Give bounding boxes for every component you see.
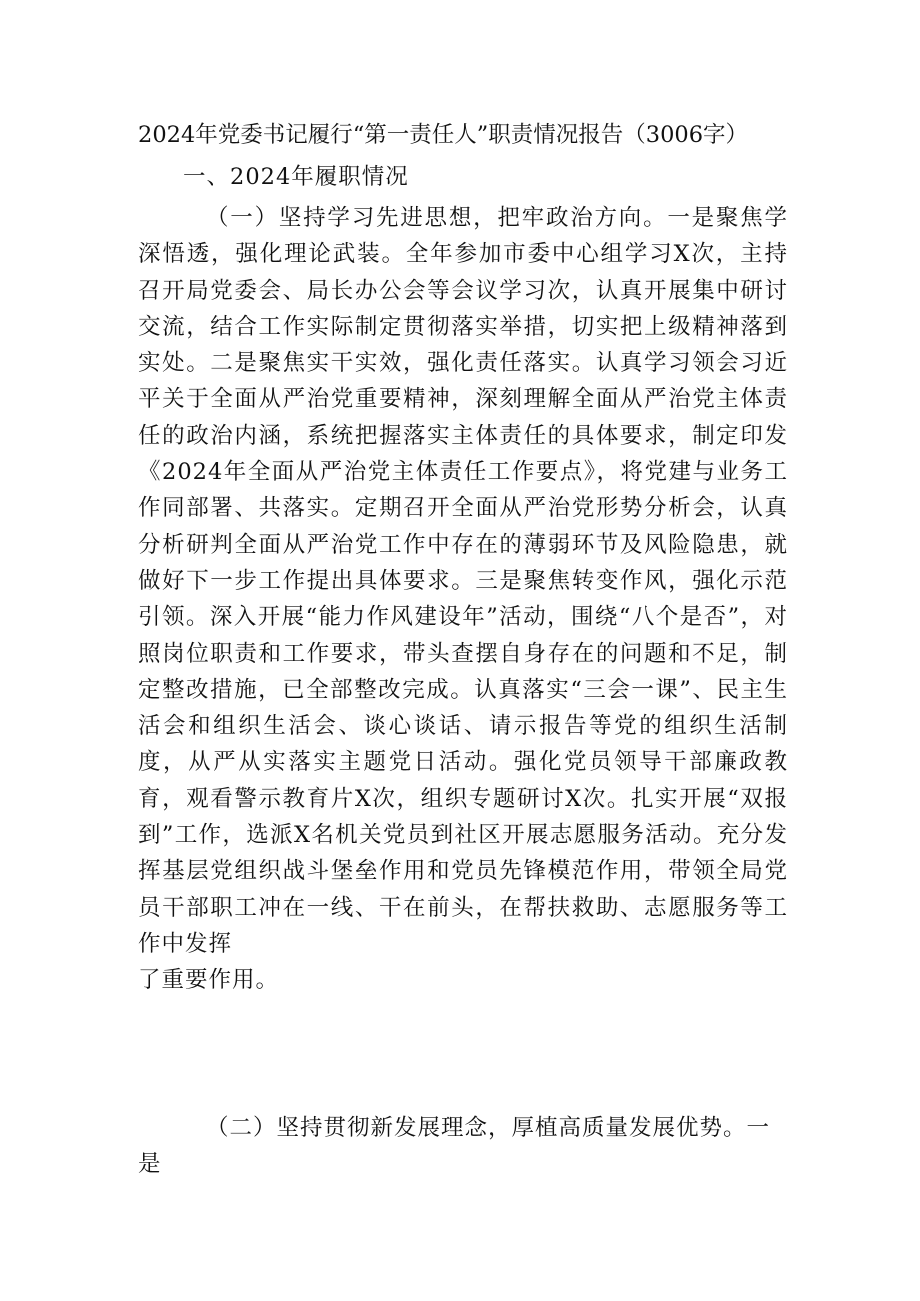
section-heading: 一、2024年履职情况	[183, 164, 409, 190]
document-title: 2024年党委书记履行“第一责任人”职责情况报告（3006字）	[138, 122, 749, 148]
paragraph-1	[138, 200, 788, 999]
paragraph-1-body: （一）坚持学习先进思想，把牢政治方向。一是聚焦学深悟透，强化理论武装。全年参加市委中心组学习X次，主持召开局党委会、局长办公会等会议学习次，认真开展集中研讨交流，结合工作实际制定贯彻落实举措，切实把上级精神落到实处。二是聚焦实干实效，强化责任落实。认真学习领会习近平关于全面从严治党重要精神，深刻理解全面从严治党主体责任的政治内涵，系统把握落实主体责任的具体要求，制定印发《2024年全面从严治党主体责任工作要点》，将党建与业务工作同部署、共落实。定期召开全面从严治党形势分析会，认真分析研判全面从严治党工作中存在的薄弱环节及风险隐患，就做好下一步工作提出具体要求。三是聚焦转变作风，强化示范引领。深入开展“能力作风建设年”活动，围绕“八个是否”，对照岗位职责和工作要求，带头查摆自身存在的问题和不足，制定整改措施，已全部整改完成。认真落实“三会一课”、民主生活会和组织生活会、谈心谈话、请示报告等党的组织生活制度，从严从实落实主题党日活动。强化党员领导干部廉政教育，观看警示教育片X次，组织专题研讨X次。扎实开展“双报到”工作，选派X名机关党员到社区开展志愿服务活动。充分发挥基层党组织战斗堡垒作用和党员先锋模范作用，带领全局党员干部职工冲在一线、干在前头，在帮扶救助、志愿服务等工作中发挥	[138, 205, 788, 957]
paragraph-1-tail: 了重要作用。	[138, 967, 280, 994]
paragraph-2: （二）坚持贯彻新发展理念，厚植高质量发展优势。一是	[138, 1115, 771, 1177]
